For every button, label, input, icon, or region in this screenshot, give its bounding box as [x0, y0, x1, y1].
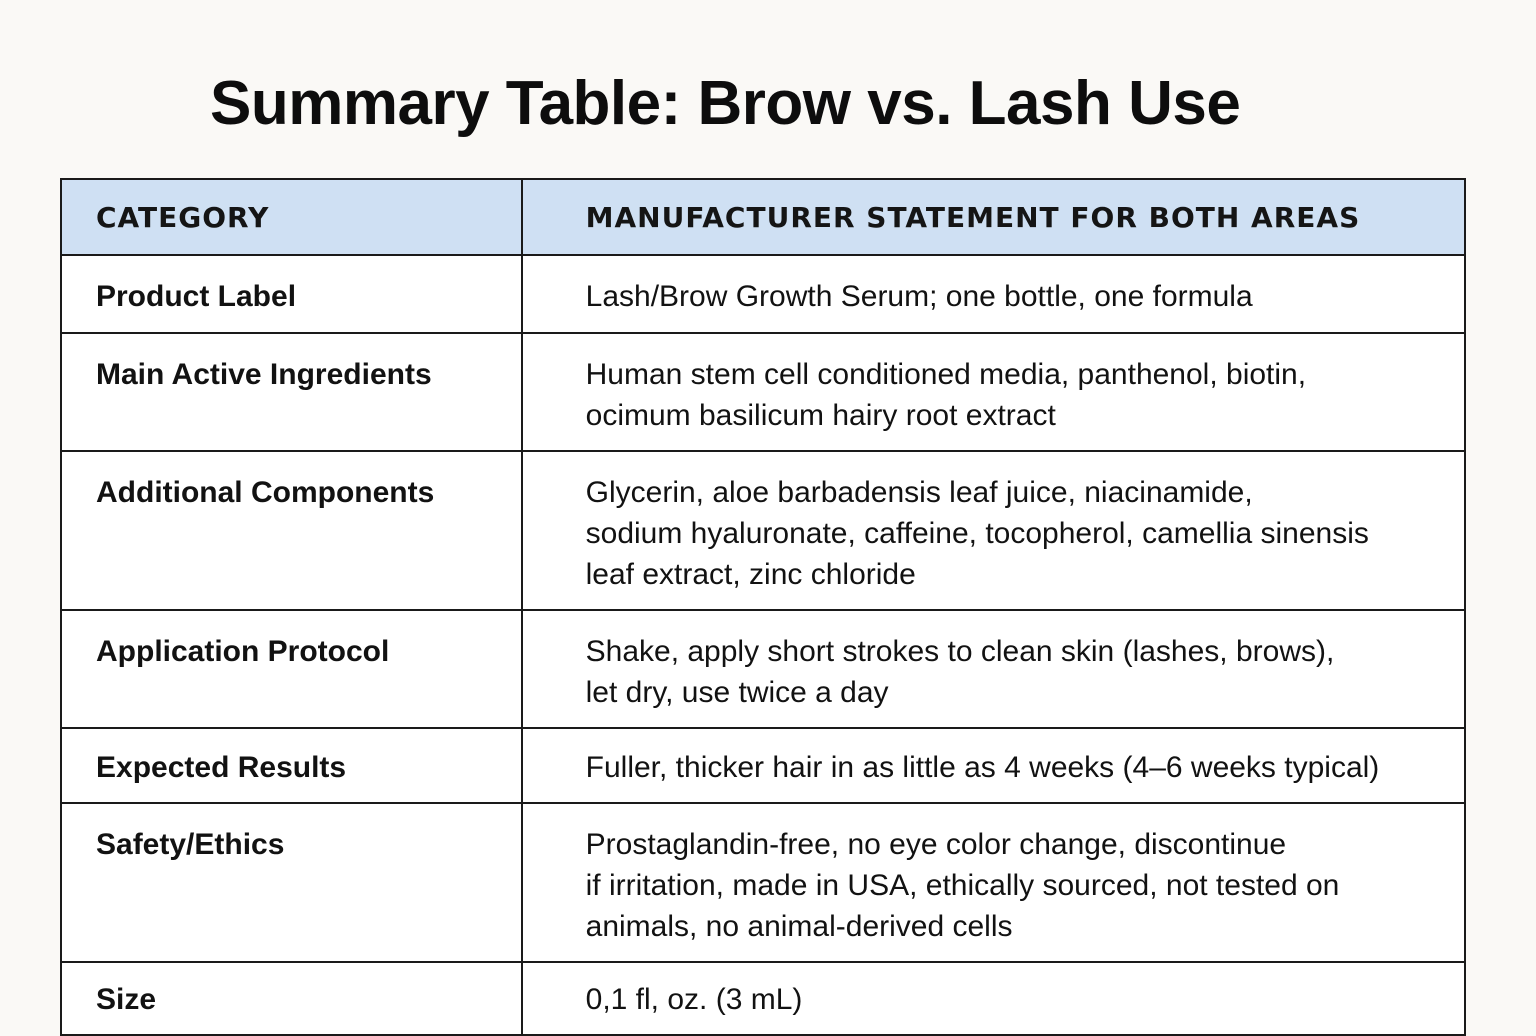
- statement-line: Shake, apply short strokes to clean skin (lashes, brows),: [585, 635, 1335, 668]
- statement-line: leaf extract, zinc chloride: [585, 558, 916, 591]
- table-row: [61, 451, 1465, 610]
- table-row: [61, 728, 1465, 803]
- statement-cell: [522, 728, 1465, 803]
- category-label: Main Active Ingredients: [96, 358, 432, 391]
- statement-line: animals, no animal-derived cells: [585, 910, 1013, 943]
- category-cell: [61, 255, 522, 333]
- column-header-statement: [522, 179, 1465, 255]
- category-label: Product Label: [96, 280, 297, 313]
- statement-line: Lash/Brow Growth Serum; one bottle, one formula: [585, 280, 1253, 313]
- statement-cell: [522, 962, 1465, 1035]
- statement-line: Fuller, thicker hair in as little as 4 weeks (4–6 weeks typical): [585, 751, 1380, 784]
- statement-line: 0,1 fl, oz. (3 mL): [585, 983, 803, 1016]
- statement-cell: [522, 255, 1465, 333]
- category-cell: [61, 610, 522, 728]
- statement-cell: [522, 451, 1465, 610]
- category-label: Additional Components: [96, 476, 435, 509]
- statement-cell: [522, 803, 1465, 962]
- statement-line: Human stem cell conditioned media, panthenol, biotin,: [585, 358, 1307, 391]
- summary-table: [60, 178, 1466, 1036]
- statement-line: ocimum basilicum hairy root extract: [585, 399, 1056, 432]
- statement-line: if irritation, made in USA, ethically sourced, not tested on: [585, 869, 1340, 902]
- statement-line: sodium hyaluronate, caffeine, tocopherol, camellia sinensis: [585, 517, 1369, 550]
- table-row: [61, 333, 1465, 451]
- category-cell: [61, 962, 522, 1035]
- column-header-statement-label: MANUFACTURER STATEMENT FOR BOTH AREAS: [585, 200, 1361, 234]
- statement-line: Prostaglandin-free, no eye color change, discontinue: [585, 828, 1287, 861]
- category-label: Expected Results: [96, 751, 347, 784]
- category-label: Safety/Ethics: [96, 828, 285, 861]
- category-cell: [61, 451, 522, 610]
- table-row: [61, 255, 1465, 333]
- table-header-row: [61, 179, 1465, 255]
- category-cell: [61, 803, 522, 962]
- table-row: [61, 610, 1465, 728]
- page-title: Summary Table: Brow vs. Lash Use: [210, 69, 1241, 138]
- column-header-category: [61, 179, 522, 255]
- category-cell: [61, 333, 522, 451]
- category-label: Size: [96, 983, 157, 1016]
- table-row: [61, 962, 1465, 1035]
- statement-cell: [522, 610, 1465, 728]
- column-header-category-label: CATEGORY: [96, 200, 270, 234]
- statement-line: Glycerin, aloe barbadensis leaf juice, niacinamide,: [585, 476, 1253, 509]
- table-row: [61, 803, 1465, 962]
- statement-line: let dry, use twice a day: [585, 676, 889, 709]
- category-cell: [61, 728, 522, 803]
- statement-cell: [522, 333, 1465, 451]
- category-label: Application Protocol: [96, 635, 390, 668]
